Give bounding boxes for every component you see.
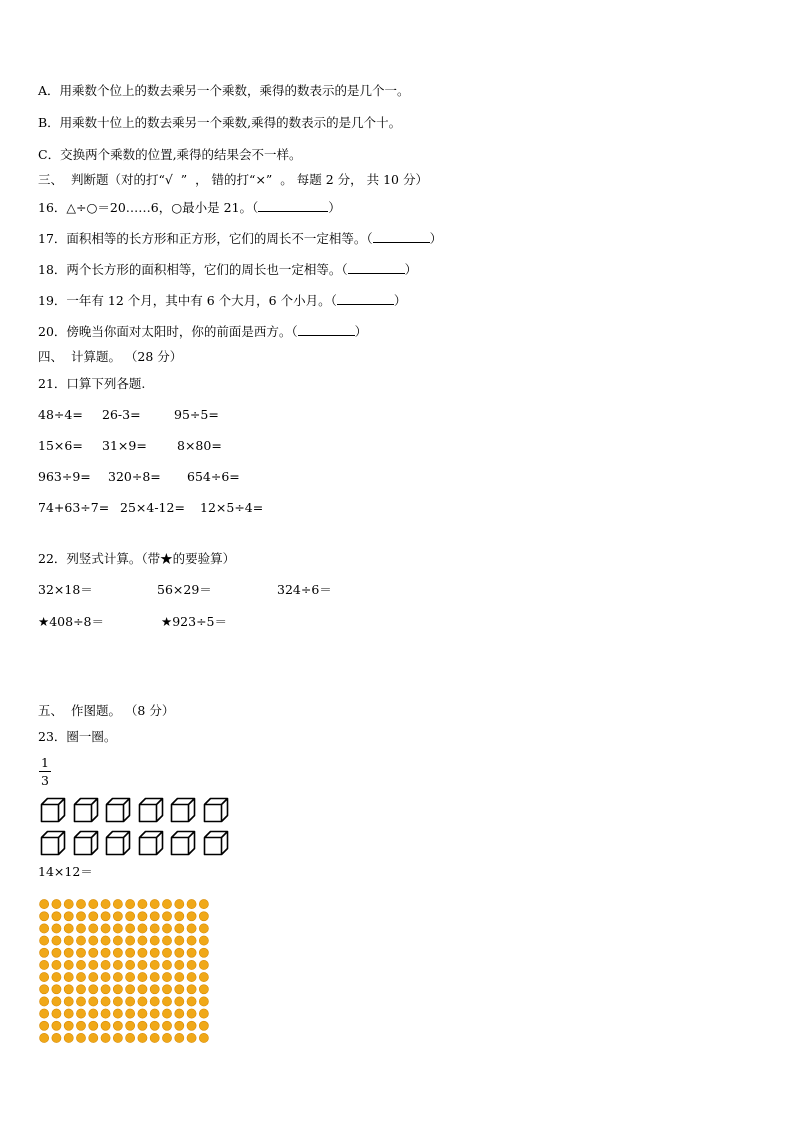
dot — [187, 912, 196, 921]
dot — [199, 972, 208, 981]
dot — [113, 936, 122, 945]
dot — [138, 899, 147, 908]
cube-icon — [170, 830, 196, 856]
dot — [126, 960, 135, 969]
dot — [64, 912, 73, 921]
dot — [199, 924, 208, 933]
dot — [89, 912, 98, 921]
dot — [175, 972, 184, 981]
answer-blank-18[interactable] — [348, 261, 405, 274]
dot — [150, 985, 159, 994]
dot — [52, 985, 61, 994]
dot — [101, 985, 110, 994]
dot — [187, 960, 196, 969]
dot-array — [38, 898, 210, 1044]
vertical-problem: 324÷6＝ — [277, 582, 332, 597]
dot — [101, 924, 110, 933]
dot — [89, 948, 98, 957]
dot — [187, 948, 196, 957]
dot — [40, 912, 49, 921]
dot — [52, 1033, 61, 1042]
dot — [199, 985, 208, 994]
dot — [113, 972, 122, 981]
cube-icon — [40, 797, 66, 823]
dot — [101, 960, 110, 969]
question-24-expression: 14×12＝ — [38, 864, 93, 879]
dot — [89, 924, 98, 933]
dot — [52, 948, 61, 957]
dot — [150, 1021, 159, 1030]
question-16-text: 16．△÷○＝20……6，○最小是 21。（ — [38, 200, 259, 215]
dot — [101, 1009, 110, 1018]
dot — [40, 997, 49, 1006]
dot — [138, 936, 147, 945]
cube-icon — [105, 830, 131, 856]
cube-icon — [73, 830, 99, 856]
cube-icon — [105, 797, 131, 823]
cube-icon — [203, 797, 229, 823]
question-16 — [38, 199, 341, 216]
dot — [150, 936, 159, 945]
dot — [175, 1021, 184, 1030]
dot — [76, 936, 85, 945]
dot — [187, 936, 196, 945]
question-18-close: ） — [404, 262, 418, 277]
section-4-title: 四、 计算题。 （28 分） — [38, 349, 183, 364]
question-20 — [38, 323, 367, 340]
dot — [138, 985, 147, 994]
dot — [113, 899, 122, 908]
oral-problem: 12×5÷4= — [200, 500, 264, 515]
dot — [187, 1009, 196, 1018]
oral-problem: 26-3= — [102, 407, 141, 422]
dot — [187, 1021, 196, 1030]
dot — [126, 912, 135, 921]
dot — [150, 924, 159, 933]
dot — [64, 1021, 73, 1030]
dot — [52, 960, 61, 969]
cube-icon — [203, 830, 229, 856]
question-20-text: 20．傍晚当你面对太阳时，你的前面是西方。（ — [38, 324, 298, 339]
dot — [150, 1009, 159, 1018]
dot — [126, 936, 135, 945]
dot — [126, 948, 135, 957]
dot — [175, 936, 184, 945]
dot — [162, 997, 171, 1006]
question-18-text: 18．两个长方形的面积相等，它们的周长也一定相等。（ — [38, 262, 348, 277]
dot — [76, 899, 85, 908]
dot — [76, 948, 85, 957]
dot — [138, 972, 147, 981]
dot — [101, 899, 110, 908]
dot — [126, 1021, 135, 1030]
dot — [101, 1033, 110, 1042]
dot — [199, 936, 208, 945]
dot — [113, 924, 122, 933]
dot — [64, 1009, 73, 1018]
dot — [162, 936, 171, 945]
dot — [101, 972, 110, 981]
dot — [40, 960, 49, 969]
dot — [113, 985, 122, 994]
dot — [40, 936, 49, 945]
dot — [64, 960, 73, 969]
answer-blank-19[interactable] — [337, 292, 394, 305]
oral-problem: 8×80= — [177, 438, 222, 453]
dot — [175, 997, 184, 1006]
dot — [76, 985, 85, 994]
dot — [113, 1009, 122, 1018]
oral-problem: 48÷4= — [38, 407, 83, 422]
dot — [76, 972, 85, 981]
dot — [150, 972, 159, 981]
question-19 — [38, 292, 406, 309]
dot — [187, 924, 196, 933]
dot — [64, 972, 73, 981]
dot — [187, 997, 196, 1006]
dot — [175, 1033, 184, 1042]
question-17-text: 17．面积相等的长方形和正方形，它们的周长不一定相等。（ — [38, 231, 373, 246]
dot — [89, 985, 98, 994]
dot — [64, 924, 73, 933]
dot — [126, 899, 135, 908]
question-21-title: 21．口算下列各题. — [38, 376, 146, 391]
dot — [150, 1033, 159, 1042]
oral-problem: 25×4-12= — [120, 500, 185, 515]
question-19-text: 19．一年有 12 个月，其中有 6 个大月，6 个小月。（ — [38, 293, 337, 308]
dot — [52, 1021, 61, 1030]
cube-grid — [40, 797, 230, 859]
dot — [175, 960, 184, 969]
oral-problem: 320÷8= — [108, 469, 161, 484]
question-17 — [38, 230, 442, 247]
question-20-close: ） — [354, 324, 368, 339]
vertical-problem: 56×29＝ — [157, 582, 212, 597]
dot — [175, 912, 184, 921]
dot — [126, 1033, 135, 1042]
question-17-close: ） — [429, 231, 443, 246]
dot — [199, 1009, 208, 1018]
dot — [150, 912, 159, 921]
vertical-problem: 32×18＝ — [38, 582, 93, 597]
dot — [150, 899, 159, 908]
question-16-close: ） — [328, 200, 341, 215]
dot — [162, 1033, 171, 1042]
dot — [138, 997, 147, 1006]
dot — [126, 997, 135, 1006]
dot — [40, 899, 49, 908]
dot — [126, 924, 135, 933]
dot — [89, 972, 98, 981]
fraction-denominator: 3 — [41, 773, 49, 788]
dot — [126, 985, 135, 994]
dot — [76, 924, 85, 933]
dot — [89, 1021, 98, 1030]
answer-blank-20[interactable] — [298, 323, 355, 336]
dot — [40, 1009, 49, 1018]
dot — [76, 1033, 85, 1042]
question-22-title: 22．列竖式计算。（带★的要验算） — [38, 551, 236, 566]
dot — [187, 972, 196, 981]
option-b: B．用乘数十位上的数去乘另一个乘数,乘得的数表示的是几个十。 — [38, 115, 402, 130]
dot — [162, 912, 171, 921]
dot — [89, 1009, 98, 1018]
vertical-problem: ★408÷8＝ — [38, 614, 104, 629]
dot — [150, 948, 159, 957]
dot — [187, 1033, 196, 1042]
dot — [113, 912, 122, 921]
dot — [113, 960, 122, 969]
question-19-close: ） — [393, 293, 407, 308]
cube-icon — [138, 797, 164, 823]
section-3-title: 三、 判断题（对的打“√ ” ， 错的打“×” 。 每题 2 分， 共 10 分） — [38, 172, 428, 187]
dot — [138, 960, 147, 969]
option-c: C．交换两个乘数的位置,乘得的结果会不一样。 — [38, 147, 302, 162]
dot — [175, 985, 184, 994]
dot — [138, 1009, 147, 1018]
dot — [113, 997, 122, 1006]
oral-problem: 15×6= — [38, 438, 83, 453]
dot — [199, 948, 208, 957]
dot — [113, 1021, 122, 1030]
dot — [40, 985, 49, 994]
dot — [52, 972, 61, 981]
section-5-title: 五、 作图题。 （8 分） — [38, 703, 175, 718]
dot — [64, 997, 73, 1006]
dot — [89, 899, 98, 908]
dot — [64, 948, 73, 957]
dot — [101, 936, 110, 945]
dot — [199, 912, 208, 921]
oral-problem: 95÷5= — [174, 407, 219, 422]
dot — [199, 997, 208, 1006]
dot — [89, 936, 98, 945]
dot — [187, 985, 196, 994]
dot — [40, 972, 49, 981]
dot — [175, 948, 184, 957]
dot — [40, 1033, 49, 1042]
dot — [162, 960, 171, 969]
dot — [89, 960, 98, 969]
dot — [101, 1021, 110, 1030]
cube-icon — [170, 797, 196, 823]
dot — [162, 985, 171, 994]
cube-icon — [40, 830, 66, 856]
dot — [52, 924, 61, 933]
dot — [162, 899, 171, 908]
dot — [138, 948, 147, 957]
dot — [138, 1033, 147, 1042]
oral-problem: 654÷6= — [187, 469, 240, 484]
dot — [76, 1021, 85, 1030]
dot — [76, 960, 85, 969]
dot — [199, 899, 208, 908]
dot — [162, 948, 171, 957]
dot — [162, 1021, 171, 1030]
dot — [187, 899, 196, 908]
question-23-title: 23．圈一圈。 — [38, 729, 117, 744]
vertical-problem: ★923÷5＝ — [161, 614, 227, 629]
dot — [64, 1033, 73, 1042]
dot — [175, 924, 184, 933]
dot — [150, 960, 159, 969]
oral-problem: 74+63÷7= — [38, 500, 110, 515]
cube-icon — [138, 830, 164, 856]
cube-icon — [73, 797, 99, 823]
dot — [76, 997, 85, 1006]
dot — [40, 924, 49, 933]
dot — [162, 924, 171, 933]
dot — [89, 1033, 98, 1042]
dot — [138, 924, 147, 933]
dot — [52, 899, 61, 908]
dot — [64, 985, 73, 994]
option-a: A．用乘数个位上的数去乘另一个乘数，乘得的数表示的是几个一。 — [38, 83, 410, 98]
dot — [52, 912, 61, 921]
dot — [175, 1009, 184, 1018]
dot — [101, 997, 110, 1006]
dot — [138, 912, 147, 921]
answer-blank-16[interactable] — [258, 199, 328, 212]
dot — [126, 972, 135, 981]
dot — [138, 1021, 147, 1030]
dot — [150, 997, 159, 1006]
dot — [101, 912, 110, 921]
dot — [113, 948, 122, 957]
dot — [52, 997, 61, 1006]
dot — [89, 997, 98, 1006]
dot — [40, 1021, 49, 1030]
dot — [76, 912, 85, 921]
question-18 — [38, 261, 417, 278]
dot — [175, 899, 184, 908]
dot — [64, 936, 73, 945]
dot — [40, 948, 49, 957]
fraction-bar — [39, 771, 51, 772]
fraction-one-third — [38, 755, 52, 788]
dot — [126, 1009, 135, 1018]
dot — [52, 1009, 61, 1018]
oral-problem: 963÷9= — [38, 469, 91, 484]
dot — [199, 960, 208, 969]
dot — [52, 936, 61, 945]
dot — [199, 1033, 208, 1042]
dot — [162, 1009, 171, 1018]
answer-blank-17[interactable] — [373, 230, 430, 243]
dot — [199, 1021, 208, 1030]
dot — [162, 972, 171, 981]
dot — [64, 899, 73, 908]
dot — [101, 948, 110, 957]
dot — [76, 1009, 85, 1018]
oral-problem: 31×9= — [102, 438, 147, 453]
dot — [113, 1033, 122, 1042]
fraction-numerator: 1 — [41, 755, 49, 770]
